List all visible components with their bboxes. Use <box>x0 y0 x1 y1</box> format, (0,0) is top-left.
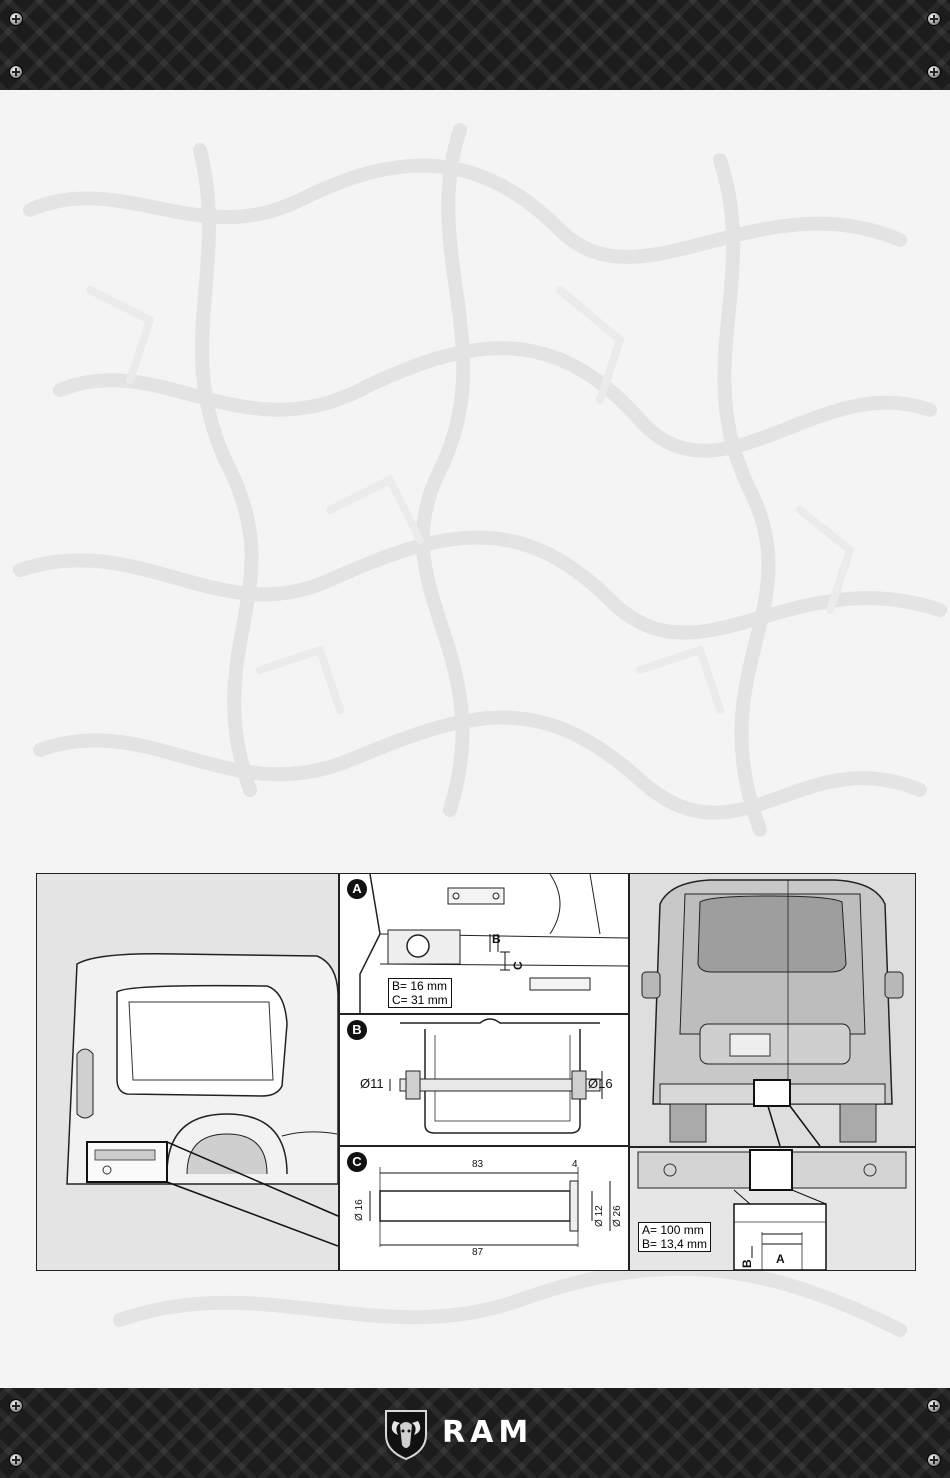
spec-b-value: B= 16 mm <box>392 979 448 993</box>
spec-b-value: B= 13,4 mm <box>642 1237 708 1251</box>
tow-hitch-installation-figure <box>36 873 916 1271</box>
dimension-a-label: A <box>776 1252 785 1266</box>
panel-c-badge: C <box>347 1152 367 1172</box>
diameter-12-label: Ø 12 <box>594 1205 605 1227</box>
screw-icon <box>10 1400 22 1412</box>
diameter-11-label: Ø11 <box>360 1076 384 1091</box>
length-83-label: 83 <box>472 1159 484 1170</box>
ram-logo <box>380 1405 580 1461</box>
detail-a-drawing <box>340 874 628 1013</box>
vehicle-rear-view-drawing <box>630 874 915 1146</box>
dimension-b-label: B <box>740 1259 754 1268</box>
spec-a-value: A= 100 mm <box>642 1223 704 1237</box>
screw-icon <box>10 1454 22 1466</box>
panel-a-spec-box <box>388 978 452 1008</box>
diameter-16-label: Ø16 <box>588 1076 613 1091</box>
screw-icon <box>928 13 940 25</box>
length-4-label: 4 <box>572 1159 578 1170</box>
diameter-26-label: Ø 26 <box>612 1205 623 1227</box>
panel-b-badge: B <box>347 1020 367 1040</box>
detail-c-drawing <box>340 1147 628 1270</box>
screw-icon <box>928 1400 940 1412</box>
detail-panel-a <box>340 874 628 1013</box>
length-87-label: 87 <box>472 1247 484 1258</box>
top-diamond-plate-banner <box>0 0 950 90</box>
screw-icon <box>10 66 22 78</box>
spec-c-value: C= 31 mm <box>392 993 448 1007</box>
beam-spec-box <box>638 1222 711 1252</box>
screw-icon <box>928 1454 940 1466</box>
dimension-c-label: C <box>511 961 525 970</box>
screw-icon <box>10 13 22 25</box>
brand-wordmark: RAM <box>442 1415 534 1450</box>
vehicle-side-view-panel <box>37 874 338 1270</box>
ram-head-icon <box>380 1405 432 1461</box>
panel-a-badge: A <box>347 879 367 899</box>
vehicle-side-view-drawing <box>37 874 338 1270</box>
detail-panel-b <box>340 1015 628 1145</box>
screw-icon <box>928 66 940 78</box>
rear-beam-detail-panel <box>630 1148 915 1270</box>
dimension-b-label: B <box>492 932 501 946</box>
vehicle-rear-view-panel <box>630 874 915 1146</box>
diameter-16-label: Ø 16 <box>354 1199 365 1221</box>
detail-panel-c <box>340 1147 628 1270</box>
